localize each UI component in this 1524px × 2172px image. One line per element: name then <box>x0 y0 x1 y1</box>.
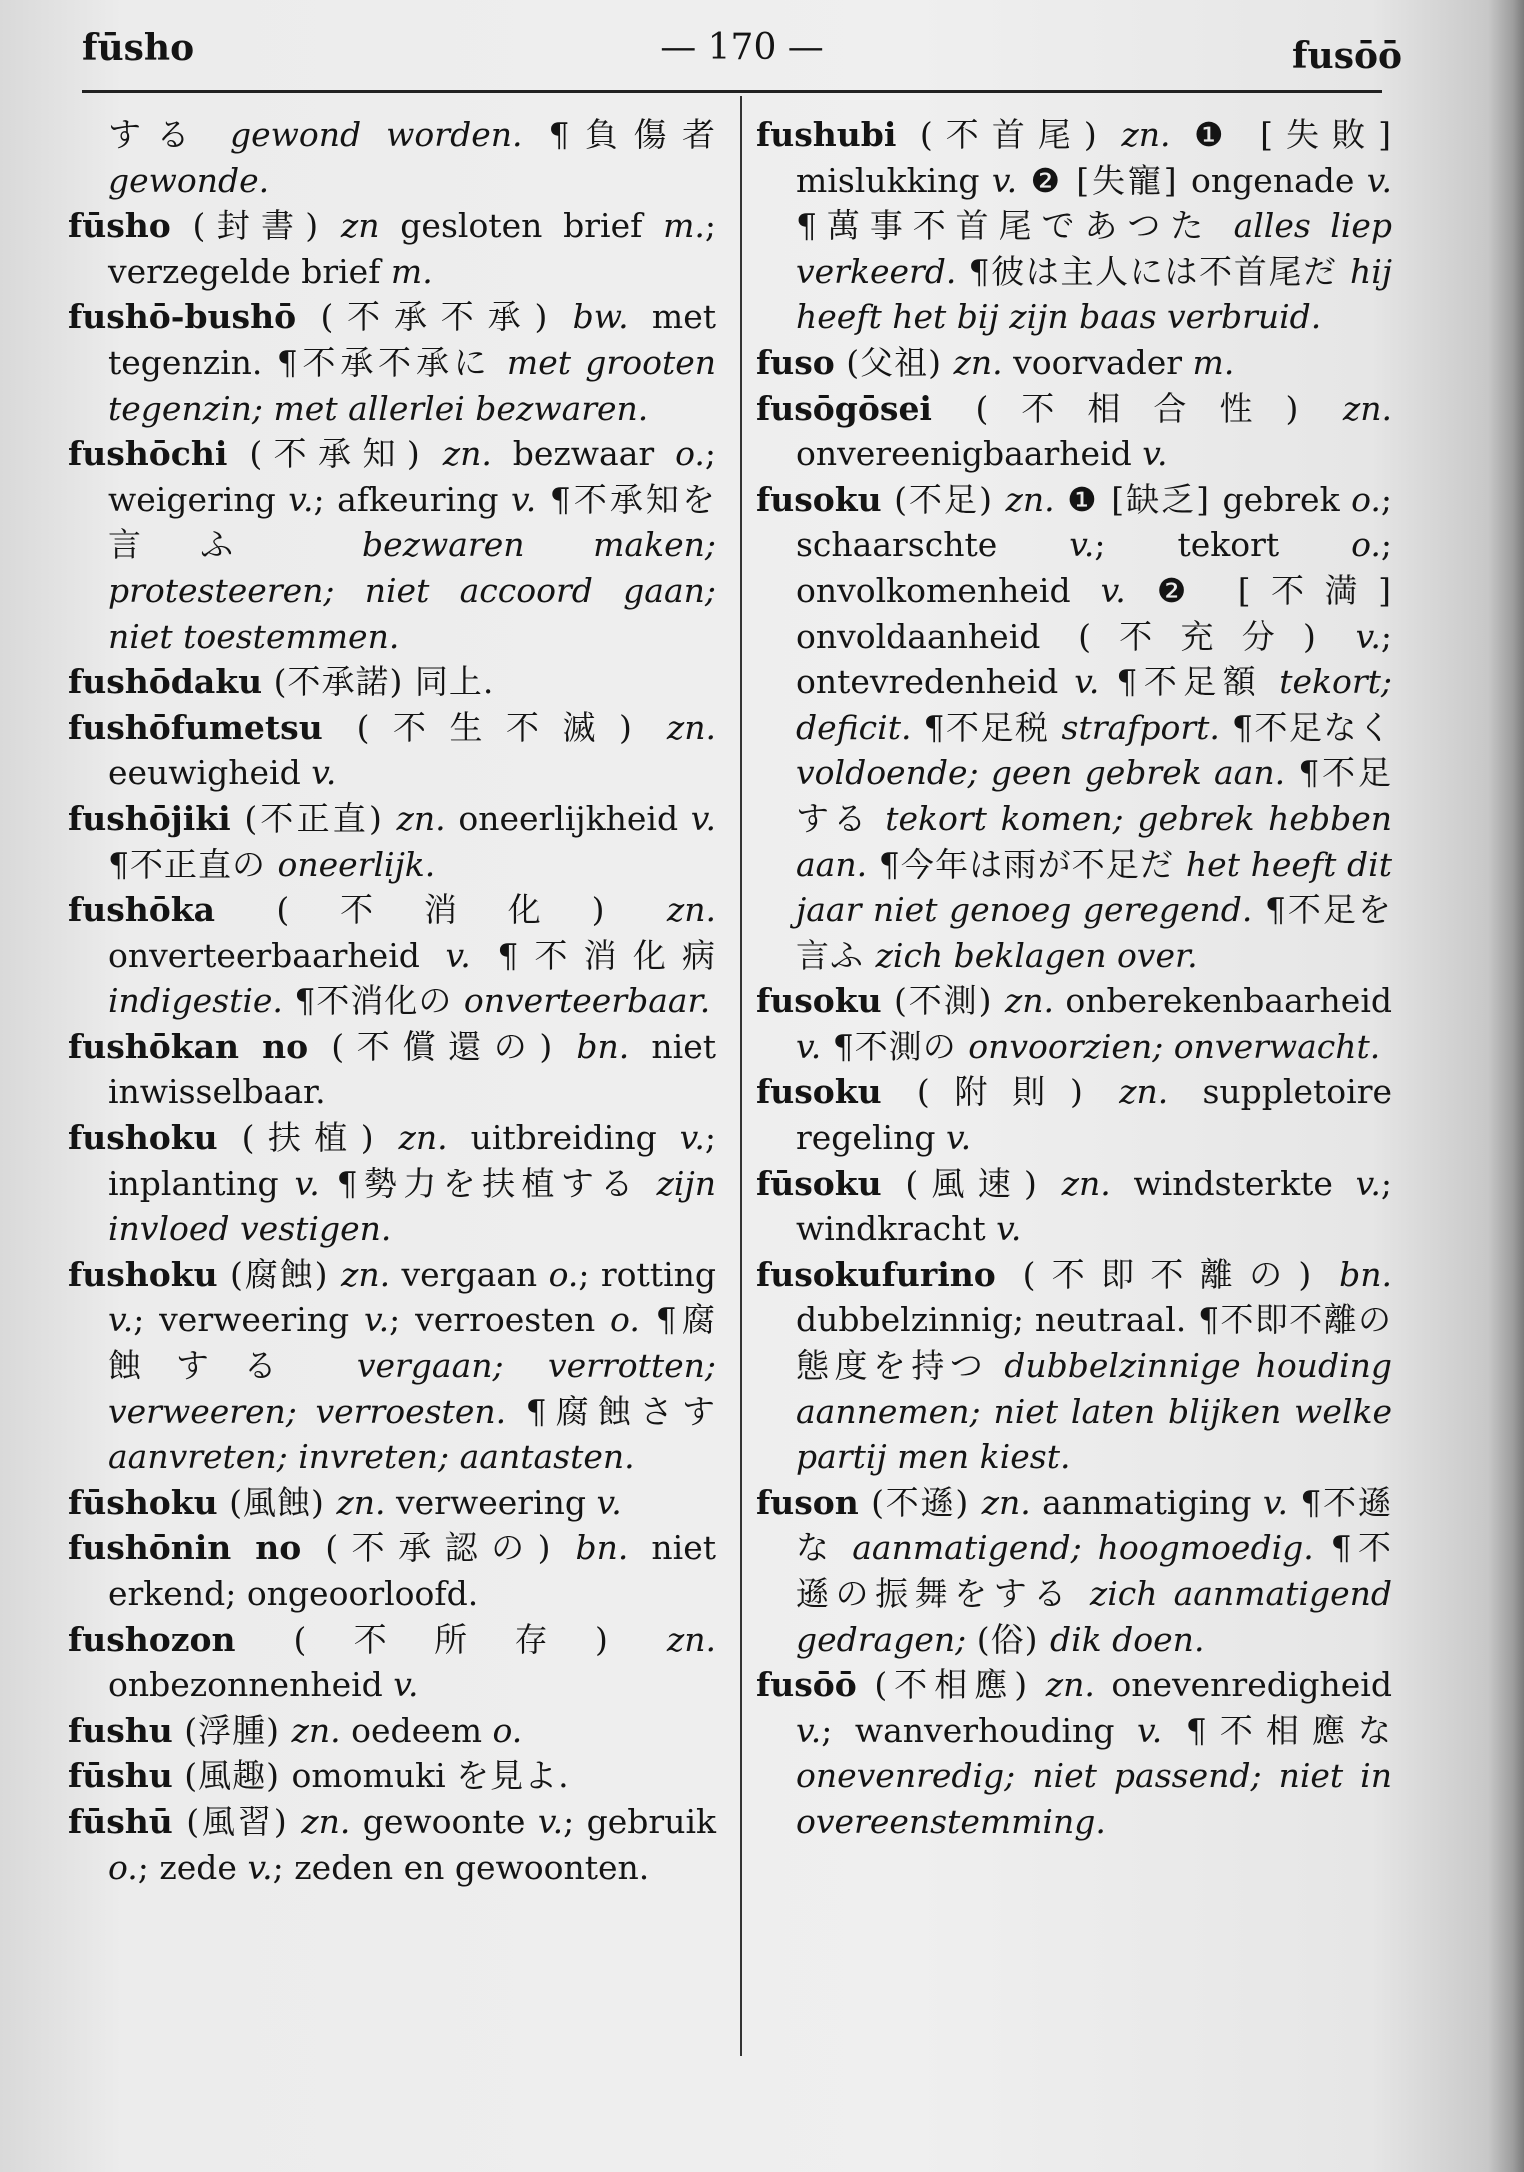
japanese-text: (不消化) <box>215 890 667 930</box>
italic-text: zn. <box>1005 479 1055 519</box>
japanese-text: ❶ [失敗] <box>1170 115 1393 154</box>
italic-text: v. <box>288 479 314 519</box>
page-edge-shadow <box>1488 0 1524 2172</box>
definition-text: ; tekort <box>1094 525 1352 565</box>
italic-text: tekort; deficit. <box>796 662 1392 747</box>
japanese-text: (不充分) <box>1078 616 1356 656</box>
japanese-text: ¶勢力を扶植する <box>319 1163 657 1203</box>
dictionary-entry <box>68 1024 716 1115</box>
definition-text: ; verweering <box>133 1300 364 1340</box>
definition-text: ; wanverhouding <box>821 1710 1137 1750</box>
dictionary-entry <box>68 1480 716 1526</box>
japanese-text: (風速) <box>881 1163 1062 1203</box>
headword: fushozon <box>68 1619 236 1659</box>
japanese-text: ¶不消化の <box>282 981 464 1021</box>
japanese-text: ❷ [失寵] <box>1017 160 1192 200</box>
running-head-left: fūsho <box>82 27 195 69</box>
definition-text: eeuwigheid <box>108 753 312 793</box>
definition-text: ; zede <box>137 1847 248 1887</box>
dictionary-entry <box>756 1480 1392 1662</box>
headword: fushōjiki <box>68 798 231 838</box>
definition-text: niet inwisselbaar. <box>108 1026 716 1112</box>
japanese-text: ¶不即不離の態度を持つ <box>796 1300 1392 1386</box>
italic-text: onvoorzien; onverwacht. <box>968 1026 1381 1066</box>
dictionary-entry <box>68 294 716 431</box>
definition-text: onbezonnenheid <box>108 1665 394 1705</box>
japanese-text: ¶不足する <box>796 753 1392 838</box>
japanese-text: (不首尾) <box>896 115 1122 154</box>
italic-text: v. <box>294 1163 320 1203</box>
japanese-text: (封書) <box>170 206 341 246</box>
italic-text: zich beklagen over. <box>875 935 1198 975</box>
japanese-text: ¶不足税 <box>911 707 1062 747</box>
italic-text: zn. <box>301 1801 351 1841</box>
italic-text: v. <box>945 1118 972 1158</box>
japanese-text: (風習) <box>172 1801 302 1841</box>
definition-text: ongenade <box>1191 160 1367 200</box>
japanese-text: する <box>108 115 206 154</box>
headword: fusoku <box>756 1072 882 1112</box>
italic-text: zn. <box>291 1710 341 1750</box>
italic-text: m. <box>1192 342 1235 382</box>
definition-text: aanmatiging <box>1030 1482 1263 1522</box>
italic-text: zn. <box>442 434 492 474</box>
definition-text: ; schaarschte <box>796 479 1392 565</box>
definition-text: gesloten brief <box>379 206 664 246</box>
italic-text: o. <box>492 1710 523 1750</box>
dictionary-entry <box>756 340 1392 386</box>
italic-text: bezwaren maken; protesteeren; niet accoord gaan; niet toestemmen. <box>108 525 716 656</box>
japanese-text: (附則) <box>881 1072 1120 1112</box>
headword: fusōgōsei <box>756 388 932 428</box>
definition-text: ; inplanting <box>108 1118 716 1203</box>
italic-text: v. <box>445 935 471 975</box>
japanese-text: (不償還の) <box>308 1026 577 1066</box>
italic-text: o. <box>675 434 705 474</box>
italic-text: v. <box>1142 434 1168 474</box>
italic-text: v. <box>996 1209 1022 1249</box>
japanese-text: (俗) <box>976 1619 1050 1659</box>
italic-text: bn. <box>575 1528 629 1568</box>
japanese-text: (風趣) <box>172 1756 292 1796</box>
italic-text: zn. <box>953 342 1003 382</box>
italic-text: aanmatigend; hoogmoedig. <box>852 1528 1314 1568</box>
japanese-text: (不遜) <box>858 1482 982 1522</box>
definition-text: ; zeden en gewoonten. <box>272 1847 650 1887</box>
japanese-text: (不承諾) 同上. <box>262 662 495 702</box>
dictionary-entry <box>68 1115 716 1252</box>
definition-text: ; gebruik <box>563 1801 716 1841</box>
dictionary-entry <box>68 1799 716 1890</box>
japanese-text: ¶不消化病 <box>470 935 716 975</box>
italic-text: aanvreten; invreten; aantasten. <box>108 1437 635 1477</box>
dictionary-entry <box>756 112 1392 340</box>
definition-text: onvereenigbaarheid <box>796 434 1143 474</box>
italic-text: v. <box>1355 1163 1381 1203</box>
headword: fushu <box>68 1710 173 1750</box>
dictionary-entry <box>68 1525 716 1616</box>
headword: fusokufurino <box>756 1254 996 1294</box>
column-divider <box>740 96 742 2056</box>
headword: fūshoku <box>68 1482 218 1522</box>
dictionary-entry <box>68 1252 716 1480</box>
definition-text: oneerlijkheid <box>445 798 691 838</box>
italic-text: zn <box>340 206 380 246</box>
headword: fūshū <box>68 1801 173 1841</box>
dictionary-entry <box>68 431 716 659</box>
dictionary-entry <box>756 477 1392 979</box>
italic-text: v. <box>796 1026 822 1066</box>
italic-text: zn. <box>666 707 716 747</box>
headword: fushō-bushō <box>68 297 297 337</box>
italic-text: bn. <box>576 1026 630 1066</box>
definition-text: ; rotting <box>578 1254 716 1294</box>
japanese-text: (不所存) <box>235 1619 667 1659</box>
dictionary-entry <box>756 1069 1392 1160</box>
definition-text: ; ontevredenheid <box>796 616 1392 702</box>
italic-text: o. <box>1351 525 1381 565</box>
italic-text: v. <box>1074 662 1100 702</box>
italic-text: zich aanmatigend gedragen; <box>796 1574 1392 1659</box>
dictionary-entry <box>756 386 1392 477</box>
italic-text: gewond worden. <box>205 115 523 154</box>
italic-text: zn. <box>1045 1665 1095 1705</box>
japanese-text: (不即不離の) <box>995 1254 1340 1294</box>
italic-text: zn. <box>1342 388 1392 428</box>
headword: fusōō <box>756 1665 857 1705</box>
headword: fūsho <box>68 206 171 246</box>
japanese-text: (扶植) <box>217 1118 399 1158</box>
header-rule <box>82 90 1382 93</box>
japanese-text: (不承知) <box>227 434 443 474</box>
definition-text: verweering <box>385 1482 597 1522</box>
japanese-text: (浮腫) <box>172 1710 292 1750</box>
japanese-text: (風蝕) <box>217 1482 337 1522</box>
headword: fushōchi <box>68 434 228 474</box>
italic-text: o. <box>548 1254 579 1294</box>
japanese-text: ¶不足を言ふ <box>796 890 1392 975</box>
japanese-text: (不生不滅) <box>322 707 667 747</box>
japanese-text: (不足) <box>881 479 1006 519</box>
japanese-text: (不測) <box>881 981 1005 1021</box>
left-column <box>68 112 716 1890</box>
definition-text: gewoonte <box>350 1801 538 1841</box>
dictionary-entry <box>68 705 716 796</box>
italic-text: oneerlijk. <box>277 844 436 884</box>
dictionary-entry <box>68 1617 716 1708</box>
italic-text: voldoende; geen gebrek aan. <box>796 753 1286 793</box>
definition-text: gebrek <box>1222 479 1352 519</box>
italic-text: bn. <box>1339 1254 1392 1294</box>
japanese-text: (不正直) <box>230 798 397 838</box>
japanese-text: ¶不遜な <box>796 1482 1392 1568</box>
italic-text: alles liep verkeerd. <box>796 206 1392 291</box>
definition-text: voorvader <box>1002 342 1193 382</box>
running-head-right: fusōō <box>1292 35 1402 77</box>
italic-text: hij heeft het bij zijn baas verbruid. <box>796 251 1392 337</box>
italic-text: het heeft dit jaar niet genoeg geregend. <box>796 844 1392 930</box>
japanese-text: ¶腐蝕する <box>108 1300 716 1386</box>
japanese-text: ¶不測の <box>821 1026 969 1066</box>
italic-text: met grooten tegenzin; met allerlei bezwaren. <box>108 342 716 428</box>
japanese-text: ¶不承不承に <box>276 342 507 382</box>
running-head <box>82 18 1402 78</box>
italic-text: v. <box>1137 1710 1163 1750</box>
italic-text: o. <box>610 1300 640 1340</box>
italic-text: tekort komen; gebrek hebben aan. <box>796 798 1392 884</box>
japanese-text: ¶不承知を言ふ <box>108 479 716 565</box>
definition-text: ; onvolkomenheid <box>796 525 1392 610</box>
dictionary-entry <box>68 887 716 1024</box>
definition-text: dubbelzinnig; neutraal. <box>796 1300 1187 1340</box>
japanese-text: ❶ [缺乏] <box>1054 479 1223 519</box>
dictionary-entry <box>68 1753 716 1799</box>
italic-text: v. <box>796 1710 822 1750</box>
definition-text: mislukking <box>796 160 992 200</box>
japanese-text: (不相合性) <box>931 388 1343 428</box>
headword: fuson <box>756 1482 859 1522</box>
italic-text: v. <box>1355 616 1381 656</box>
definition-text: met tegenzin. <box>108 297 716 382</box>
italic-text: o. <box>108 1847 138 1887</box>
italic-text: zn. <box>981 1482 1031 1522</box>
italic-text: zn. <box>666 890 716 930</box>
definition-text: ; verroesten <box>389 1300 611 1340</box>
japanese-text: ¶今年は雨が不足だ <box>867 844 1186 884</box>
italic-text: bw. <box>572 297 629 337</box>
dictionary-entry <box>68 1708 716 1754</box>
italic-text: o. <box>1351 479 1381 519</box>
headword: fusoku <box>756 981 882 1021</box>
japanese-text: ¶不正直の <box>108 844 278 884</box>
italic-text: dubbelzinnige houding aannemen; niet laten blijken welke partij men kiest. <box>796 1346 1392 1477</box>
italic-text: v. <box>363 1300 390 1340</box>
italic-text: vergaan; verrotten; verweeren; verroesten. <box>108 1346 716 1431</box>
definition-text: niet erkend; ongeoorloofd. <box>108 1528 716 1613</box>
definition-text: oedeem <box>340 1710 493 1750</box>
italic-text: v. <box>1366 160 1392 200</box>
italic-text: zn. <box>666 1619 716 1659</box>
dictionary-entry <box>756 1252 1392 1480</box>
definition-text: onevenredigheid <box>1094 1665 1392 1705</box>
italic-text: v. <box>679 1118 705 1158</box>
japanese-text: ¶不相應な <box>1162 1710 1392 1750</box>
italic-text: v. <box>108 1300 134 1340</box>
italic-text: dik doen. <box>1050 1619 1205 1659</box>
japanese-text: ¶不足なく <box>1219 707 1392 747</box>
dictionary-entry <box>756 978 1392 1069</box>
italic-text: v. <box>1069 525 1095 565</box>
japanese-text: ¶萬事不首尾であつた <box>796 206 1234 246</box>
italic-text: zn. <box>1061 1163 1111 1203</box>
definition-text: uitbreiding <box>447 1118 680 1158</box>
italic-text: onevenredig; niet passend; niet in overeenstemming. <box>796 1756 1392 1841</box>
japanese-text: ❷ [不満] <box>1125 570 1392 610</box>
dictionary-entry <box>756 1662 1392 1844</box>
japanese-text: (不相應) <box>856 1665 1046 1705</box>
japanese-text: ¶腐蝕さす <box>506 1391 716 1431</box>
italic-text: zn. <box>1119 1072 1169 1112</box>
headword: fushubi <box>756 115 897 154</box>
headword: fuso <box>756 342 835 382</box>
headword: fushoku <box>68 1254 218 1294</box>
dictionary-entry <box>756 1161 1392 1252</box>
headword: fūshu <box>68 1756 173 1796</box>
italic-text: m. <box>663 206 705 246</box>
headword: fūsoku <box>756 1163 882 1203</box>
dictionary-entry <box>68 659 716 705</box>
definition-text: ; afkeuring <box>313 479 512 519</box>
italic-text: m. <box>390 251 433 291</box>
definition-text: ; weigering <box>108 434 716 519</box>
italic-text: zn. <box>396 798 446 838</box>
italic-text: v. <box>511 479 537 519</box>
definition-text: ; verzegelde brief <box>108 206 716 291</box>
italic-text: v. <box>311 753 337 793</box>
japanese-text: ¶負傷者 <box>522 115 716 154</box>
japanese-text: を見よ. <box>456 1756 570 1796</box>
italic-text: v. <box>537 1801 564 1841</box>
right-column <box>756 112 1392 1845</box>
dictionary-entry <box>68 203 716 294</box>
italic-text: zn. <box>336 1482 386 1522</box>
headword: fusoku <box>756 479 882 519</box>
definition-text: suppletoire regeling <box>796 1072 1392 1158</box>
headword: fushōfumetsu <box>68 707 323 747</box>
headword: fushoku <box>68 1118 218 1158</box>
italic-text: zijn invloed vestigen. <box>108 1163 716 1249</box>
japanese-text: (腐蝕) <box>217 1254 341 1294</box>
italic-text: v. <box>991 160 1018 200</box>
italic-text: v. <box>690 798 717 838</box>
definition-text: onvoldaanheid <box>796 616 1079 656</box>
italic-text: v. <box>247 1847 273 1887</box>
japanese-text: ¶不遜の振舞をする <box>796 1528 1392 1613</box>
italic-text: v. <box>1100 570 1126 610</box>
japanese-text: (父祖) <box>834 342 954 382</box>
headword: fushōkan no <box>68 1026 309 1066</box>
definition-text: windsterkte <box>1110 1163 1356 1203</box>
definition-text: bezwaar <box>491 434 676 474</box>
italic-text: zn. <box>1121 115 1171 154</box>
definition-text: onverteerbaarheid <box>108 935 446 975</box>
definition-text: vergaan <box>390 1254 549 1294</box>
italic-text: strafport. <box>1061 707 1220 747</box>
italic-text: zn. <box>398 1118 448 1158</box>
headword: fushōka <box>68 890 216 930</box>
italic-text: onverteerbaar. <box>463 981 711 1021</box>
definition-text: ; windkracht <box>796 1163 1392 1249</box>
japanese-text: (不承不承) <box>296 297 573 337</box>
definition-text: omomuki <box>291 1756 457 1796</box>
headword: fushōnin no <box>68 1528 302 1568</box>
definition-text: onberekenbaarheid <box>1054 981 1392 1021</box>
italic-text: zn. <box>340 1254 391 1294</box>
italic-text: v. <box>596 1482 622 1522</box>
dictionary-entry <box>68 796 716 887</box>
japanese-text: ¶不足額 <box>1099 662 1280 702</box>
italic-text: v. <box>393 1665 419 1705</box>
italic-text: v. <box>1262 1482 1289 1522</box>
entry-continuation <box>68 112 716 203</box>
italic-text: gewonde. <box>108 160 270 200</box>
headword: fushōdaku <box>68 662 263 702</box>
italic-text: indigestie. <box>108 981 283 1021</box>
italic-text: zn. <box>1004 981 1055 1021</box>
japanese-text: ¶彼は主人には不首尾だ <box>956 251 1350 291</box>
page-number: — 170 — <box>660 27 824 68</box>
japanese-text: (不承認の) <box>301 1528 576 1568</box>
